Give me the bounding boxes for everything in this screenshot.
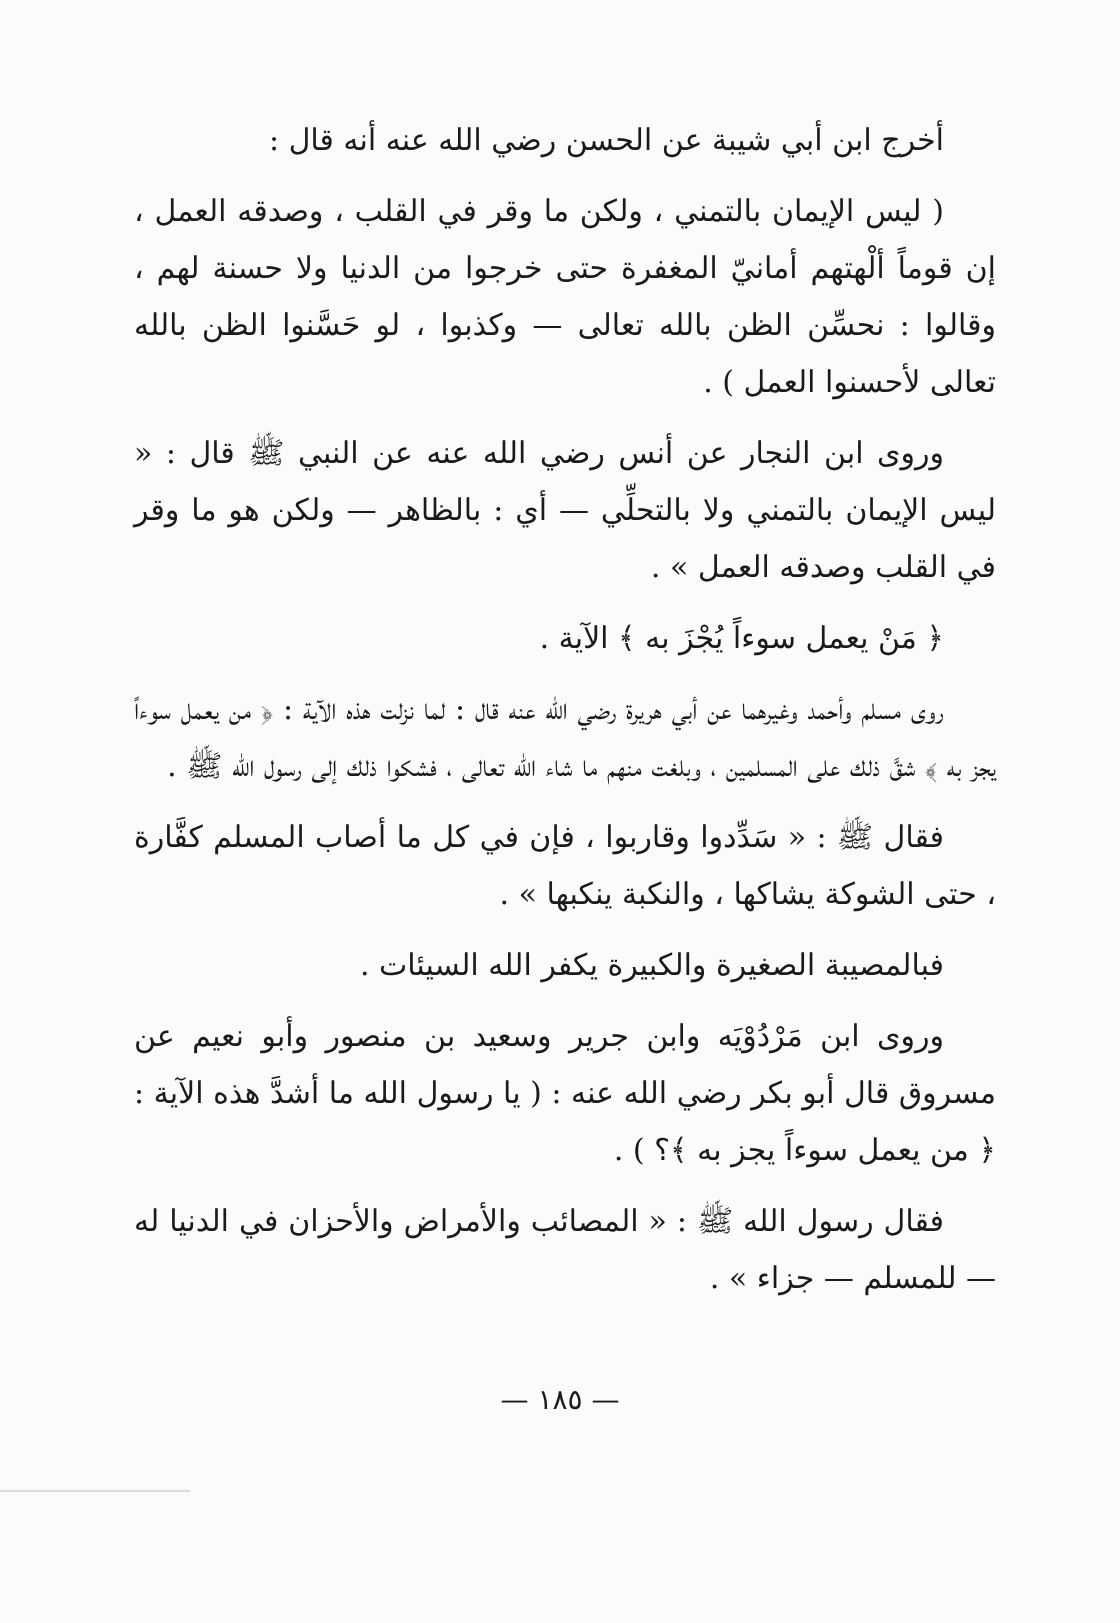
paragraph-8: وروى ابن مَرْدُوْيَه وابن جرير وسعيد بن منصور وأبو نعيم عن مسروق قال أبو بكر رضي الله عنه : ( يا رسول الله ما أشدَّ هذه الآية : ﴿ من يعمل سوءاً يجز به ﴾؟ ) . [134, 1019, 996, 1168]
paragraph-5: روى مسلم وأحمد وغيرهما عن أبي هريرة رضي الله عنه قال : لما نزلت هذه الآية : ﴿ من يعمل سوءاً يجز به ﴾ شقَّ ذلك على المسلمين ، وبلغت منهم ما شاء الله تعالى ، فشكوا ذلك إلى رسول الله ﷺ . [134, 692, 996, 784]
paragraph-9: فقال رسول الله ﷺ : « المصائب والأمراض والأحزان في الدنيا له — للمسلم — جزاء » . [134, 1204, 996, 1296]
paragraph-7: فبالمصيبة الصغيرة والكبيرة يكفر الله السيئات . [359, 948, 944, 983]
scan-artifact-line [0, 1490, 190, 1492]
paragraph-6: فقال ﷺ : « سَدِّدوا وقاربوا ، فإن في كل ما أصاب المسلم كفَّارة ، حتى الشوكة يشاكها ، والنكبة ينكبها » . [134, 820, 996, 912]
paragraph-3: وروى ابن النجار عن أنس رضي الله عنه عن النبي ﷺ قال : « ليس الإيمان بالتمني ولا بالتحلِّي — أي : بالظاهر — ولكن هو ما وقر في القلب وصدقه العمل » . [134, 436, 996, 585]
page-body [134, 112, 996, 1321]
paragraph-1: أخرج ابن أبي شيبة عن الحسن رضي الله عنه أنه قال : [268, 123, 944, 158]
paragraph-2: ( ليس الإيمان بالتمني ، ولكن ما وقر في القلب ، وصدقه العمل ، إن قوماً ألْهتهم أمانيّ المغفرة حتى خرجوا من الدنيا ولا حسنة لهم ، وقالوا : نحسِّن الظن بالله تعالى — وكذبوا ، لو حَسَّنوا الظن بالله تعالى لأحسنوا العمل ) . [134, 194, 996, 400]
paragraph-4: ﴿ مَنْ يعمل سوءاً يُجْزَ به ﴾ الآية . [539, 621, 944, 656]
page-number: — ١٨٥ — [500, 1383, 620, 1416]
